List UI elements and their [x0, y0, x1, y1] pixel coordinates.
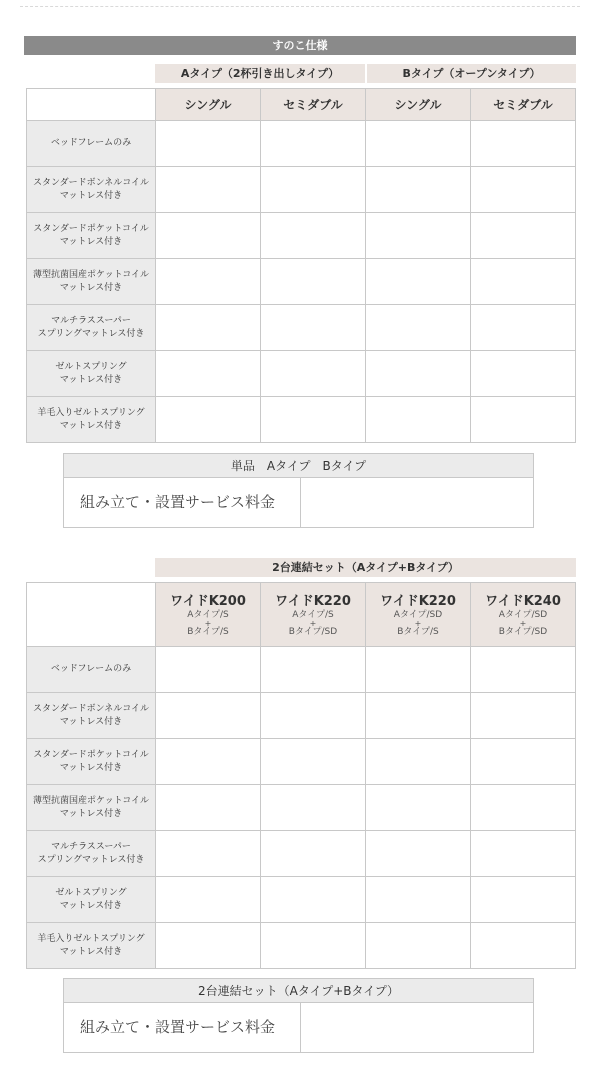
wide-size-name: ワイドK220 [275, 594, 351, 609]
wide-size-sub-a: Aタイプ/S [292, 610, 334, 620]
table-cell [366, 397, 471, 443]
table-cell [261, 167, 366, 213]
row-header [27, 305, 156, 351]
row-label-line1: スタンダードボンネルコイル [32, 177, 150, 188]
table-cell [261, 351, 366, 397]
table-row [27, 305, 576, 351]
row-label-line1: スタンダードポケットコイル [33, 749, 149, 760]
table-cell [261, 831, 366, 877]
row-header [27, 647, 156, 693]
wide-size-name: ワイドK240 [485, 594, 561, 609]
table-cell [366, 877, 471, 923]
row-header [27, 213, 156, 259]
table-row [27, 693, 576, 739]
corner-cell [27, 89, 156, 121]
table-cell [471, 785, 576, 831]
row-label-line2: スプリングマットレス付き [37, 328, 145, 339]
table-cell [156, 739, 261, 785]
row-label-line2: マットレス付き [59, 236, 123, 247]
section-title-sunoko: すのこ仕様 [24, 36, 576, 55]
table-cell [156, 647, 261, 693]
table-row [27, 877, 576, 923]
service-fee-box-set [63, 978, 534, 1053]
table-row [27, 831, 576, 877]
row-header [27, 121, 156, 167]
row-header [27, 877, 156, 923]
wide-size-sub-b: Bタイプ/S [397, 627, 439, 637]
type-a-header: Aタイプ（2杯引き出しタイプ） [155, 64, 365, 83]
wide-size-plus: + [204, 619, 212, 628]
set-header-row [27, 583, 576, 647]
row-label-line2: マットレス付き [59, 946, 123, 957]
row-label-line1: スタンダードボンネルコイル [32, 703, 150, 714]
row-label-line1: 薄型抗菌国産ポケットコイル [33, 795, 149, 806]
table-cell [156, 785, 261, 831]
wide-size-plus: + [309, 619, 317, 628]
service-fee-header: 単品 Aタイプ Bタイプ [64, 454, 533, 478]
wide-size-plus: + [519, 619, 527, 628]
type-b-header: Bタイプ（オープンタイプ） [367, 64, 576, 83]
wide-size-sub-b: Bタイプ/SD [288, 627, 338, 637]
table-cell [261, 785, 366, 831]
table-cell [156, 877, 261, 923]
wide-size-sub-b: Bタイプ/S [187, 627, 229, 637]
table-cell [261, 305, 366, 351]
table-cell [261, 739, 366, 785]
table-cell [156, 693, 261, 739]
table-cell [261, 693, 366, 739]
table-cell [261, 397, 366, 443]
service-fee-box-single [63, 453, 534, 528]
spec-header-row [27, 89, 576, 121]
col-header-b-semidouble: セミダブル [471, 89, 576, 121]
col-header-wide-k220-a [261, 583, 366, 647]
table-cell [156, 259, 261, 305]
table-cell [156, 305, 261, 351]
service-fee-body [64, 478, 533, 527]
row-label-line1: ベッドフレームのみ [50, 138, 132, 148]
set-table [26, 582, 576, 969]
col-header-b-single: シングル [366, 89, 471, 121]
wide-size-plus: + [414, 619, 422, 628]
table-cell [261, 923, 366, 969]
row-header [27, 693, 156, 739]
table-cell [366, 647, 471, 693]
service-fee-value [301, 478, 533, 527]
table-cell [366, 121, 471, 167]
corner-cell [27, 583, 156, 647]
set-section-header: 2台連結セット（Aタイプ+Bタイプ） [155, 558, 576, 577]
table-cell [261, 259, 366, 305]
table-cell [471, 259, 576, 305]
table-cell [366, 785, 471, 831]
table-cell [261, 647, 366, 693]
table-cell [261, 121, 366, 167]
table-cell [471, 305, 576, 351]
row-label-line1: スタンダードポケットコイル [33, 223, 149, 234]
row-header [27, 351, 156, 397]
row-header [27, 739, 156, 785]
table-row [27, 259, 576, 305]
table-cell [366, 305, 471, 351]
table-cell [471, 351, 576, 397]
table-cell [471, 121, 576, 167]
table-cell [471, 167, 576, 213]
col-header-a-semidouble: セミダブル [261, 89, 366, 121]
table-row [27, 785, 576, 831]
table-cell [471, 923, 576, 969]
col-header-wide-k240 [471, 583, 576, 647]
table-row [27, 739, 576, 785]
service-fee-header: 2台連結セット（Aタイプ+Bタイプ） [64, 979, 533, 1003]
table-row [27, 351, 576, 397]
service-fee-label: 組み立て・設置サービス料金 [64, 478, 301, 527]
table-cell [156, 831, 261, 877]
row-label-line2: マットレス付き [59, 808, 123, 819]
row-label-line2: マットレス付き [59, 420, 123, 431]
table-cell [471, 877, 576, 923]
table-cell [366, 259, 471, 305]
row-label-line1: マルチラススーパー [51, 315, 131, 326]
row-label-line2: マットレス付き [59, 190, 123, 201]
table-row [27, 397, 576, 443]
table-cell [471, 397, 576, 443]
spec-table [26, 88, 576, 443]
table-cell [156, 923, 261, 969]
table-cell [366, 213, 471, 259]
table-row [27, 923, 576, 969]
row-label-line2: マットレス付き [59, 762, 123, 773]
row-label-line2: スプリングマットレス付き [37, 854, 145, 865]
row-label-line1: ゼルトスプリング [55, 361, 127, 372]
wide-size-sub-a: Aタイプ/SD [498, 610, 548, 620]
service-fee-value [301, 1003, 533, 1052]
table-row [27, 121, 576, 167]
table-cell [156, 167, 261, 213]
row-header [27, 923, 156, 969]
table-cell [366, 167, 471, 213]
col-header-wide-k200 [156, 583, 261, 647]
wide-size-sub-b: Bタイプ/SD [498, 627, 548, 637]
wide-size-sub-a: Aタイプ/S [187, 610, 229, 620]
table-cell [261, 213, 366, 259]
row-label-line1: ベッドフレームのみ [50, 664, 132, 674]
row-header [27, 167, 156, 213]
table-cell [366, 351, 471, 397]
table-cell [471, 831, 576, 877]
table-cell [156, 351, 261, 397]
wide-size-sub-a: Aタイプ/SD [393, 610, 443, 620]
top-dashed-divider [20, 6, 580, 7]
table-cell [156, 397, 261, 443]
service-fee-label: 組み立て・設置サービス料金 [64, 1003, 301, 1052]
row-label-line1: 羊毛入りゼルトスプリング [37, 407, 145, 418]
table-cell [366, 693, 471, 739]
table-cell [156, 121, 261, 167]
row-header [27, 831, 156, 877]
row-label-line1: 羊毛入りゼルトスプリング [37, 933, 145, 944]
col-header-wide-k220-b [366, 583, 471, 647]
row-header [27, 785, 156, 831]
wide-size-name: ワイドK220 [380, 594, 456, 609]
table-cell [471, 693, 576, 739]
table-cell [366, 739, 471, 785]
table-row [27, 167, 576, 213]
table-cell [366, 831, 471, 877]
table-row [27, 213, 576, 259]
wide-size-name: ワイドK200 [170, 594, 246, 609]
row-label-line1: ゼルトスプリング [55, 887, 127, 898]
table-row [27, 647, 576, 693]
table-cell [471, 213, 576, 259]
table-cell [261, 877, 366, 923]
row-label-line2: マットレス付き [59, 374, 123, 385]
row-label-line1: マルチラススーパー [51, 841, 131, 852]
table-cell [156, 213, 261, 259]
row-label-line2: マットレス付き [59, 282, 123, 293]
row-label-line2: マットレス付き [59, 716, 123, 727]
service-fee-body [64, 1003, 533, 1052]
row-header [27, 397, 156, 443]
table-cell [471, 739, 576, 785]
table-cell [471, 647, 576, 693]
col-header-a-single: シングル [156, 89, 261, 121]
row-label-line2: マットレス付き [59, 900, 123, 911]
row-label-line1: 薄型抗菌国産ポケットコイル [33, 269, 149, 280]
row-header [27, 259, 156, 305]
table-cell [366, 923, 471, 969]
